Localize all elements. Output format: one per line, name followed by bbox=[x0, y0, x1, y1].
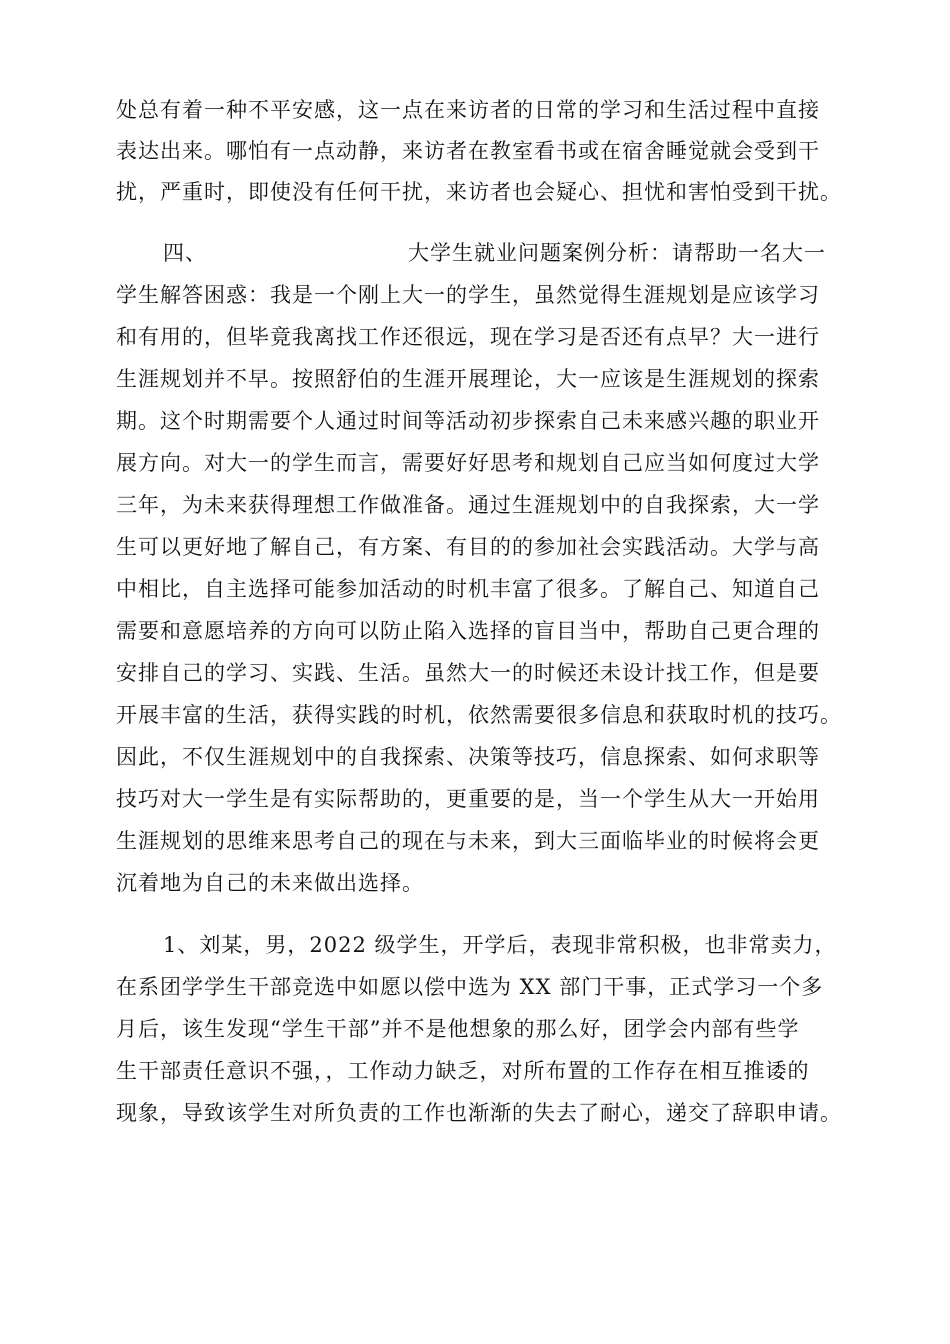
paragraph-line: 生涯规划并不早。按照舒伯的生涯开展理论，大一应该是生涯规划的探索 bbox=[116, 367, 820, 391]
paragraph-line: 因此，不仅生涯规划中的自我探索、决策等技巧，信息探索、如何求职等 bbox=[116, 745, 820, 769]
paragraph-line: 现象，导致该学生对所负责的工作也渐渐的失去了耐心，递交了辞职申请。 bbox=[116, 1101, 842, 1125]
paragraph-line: 在系团学学生干部竞选中如愿以偿中选为 XX 部门干事，正式学习一个多 bbox=[116, 975, 824, 999]
case-first-line: 1、刘某，男，2022 级学生，开学后，表现非常积极，也非常卖力， bbox=[163, 933, 837, 957]
paragraph-line: 扰，严重时，即使没有任何干扰，来访者也会疑心、担忧和害怕受到干扰。 bbox=[116, 180, 842, 204]
paragraph-line: 生涯规划的思维来思考自己的现在与未来，到大三面临毕业的时候将会更 bbox=[116, 829, 820, 853]
section-number: 四、 bbox=[163, 241, 207, 265]
paragraph-line: 期。这个时期需要个人通过时间等活动初步探索自己未来感兴趣的职业开 bbox=[116, 409, 820, 433]
paragraph-line: 展方向。对大一的学生而言，需要好好思考和规划自己应当如何度过大学 bbox=[116, 451, 820, 475]
paragraph-line: 需要和意愿培养的方向可以防止陷入选择的盲目当中，帮助自己更合理的 bbox=[116, 619, 820, 643]
paragraph-line: 表达出来。哪怕有一点动静，来访者在教室看书或在宿舍睡觉就会受到干 bbox=[116, 139, 820, 163]
paragraph-line: 三年，为未来获得理想工作做准备。通过生涯规划中的自我探索，大一学 bbox=[116, 493, 820, 517]
paragraph-line: 技巧对大一学生是有实际帮助的，更重要的是，当一个学生从大一开始用 bbox=[116, 787, 820, 811]
section-heading: 大学生就业问题案例分析：请帮助一名大一 bbox=[408, 241, 826, 265]
paragraph-line: 沉着地为自己的未来做出选择。 bbox=[116, 871, 424, 895]
paragraph-line: 生干部责任意识不强，，工作动力缺乏，对所布置的工作存在相互推诿的 bbox=[116, 1059, 810, 1083]
paragraph-line: 学生解答困惑：我是一个刚上大一的学生，虽然觉得生涯规划是应该学习 bbox=[116, 283, 820, 307]
paragraph-line: 中相比，自主选择可能参加活动的时机丰富了很多。了解自己、知道自己 bbox=[116, 577, 820, 601]
paragraph-line: 生可以更好地了解自己，有方案、有目的的参加社会实践活动。大学与高 bbox=[116, 535, 820, 559]
paragraph-line: 处总有着一种不平安感，这一点在来访者的日常的学习和生活过程中直接 bbox=[116, 98, 820, 122]
paragraph-line: 月后，该生发现“学生干部”并不是他想象的那么好，团学会内部有些学 bbox=[116, 1017, 800, 1041]
paragraph-line: 安排自己的学习、实践、生活。虽然大一的时候还未设计找工作，但是要 bbox=[116, 661, 820, 685]
paragraph-line: 和有用的，但毕竟我离找工作还很远，现在学习是否还有点早？大一进行 bbox=[116, 325, 820, 349]
paragraph-line: 开展丰富的生活，获得实践的时机，依然需要很多信息和获取时机的技巧。 bbox=[116, 703, 842, 727]
